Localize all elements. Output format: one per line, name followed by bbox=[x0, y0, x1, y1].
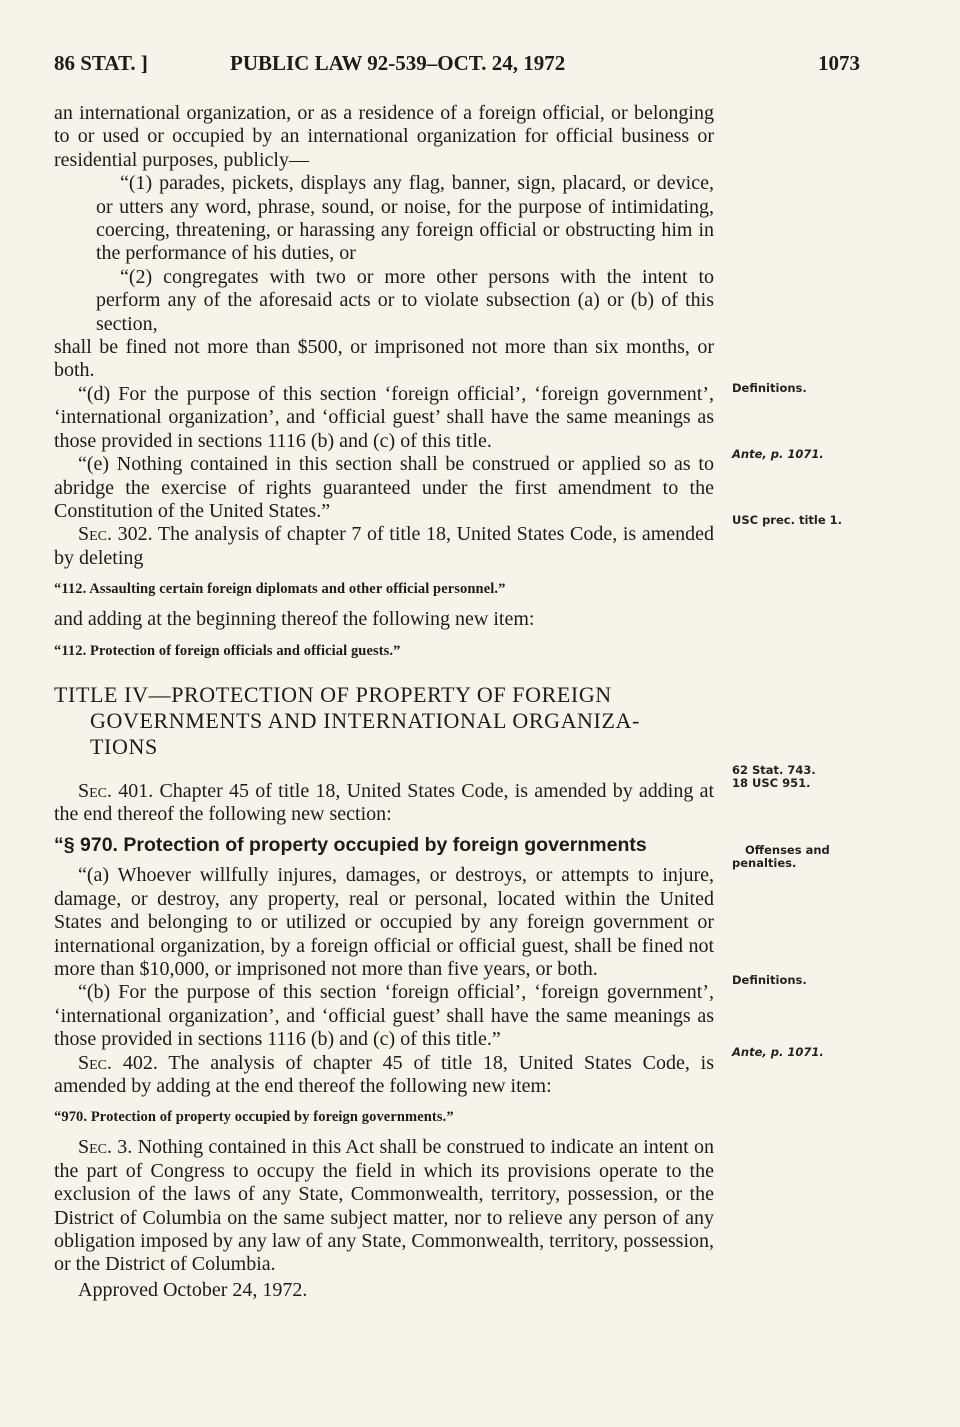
adding-clause: and adding at the beginning thereof the following new item: bbox=[54, 608, 535, 631]
margin-note-definitions: Definitions. bbox=[732, 381, 807, 395]
subsection-e: “(e) Nothing contained in this section shall be construed or applied so as to abridge the exercise of rights guaranteed under the first amendment to the Constitution of the United States.” bbox=[54, 453, 714, 522]
margin-note-stat: 62 Stat. 743. bbox=[732, 763, 816, 777]
section-402-text: 402. The analysis of chapter 45 of title 18, United States Code, is amended by adding at the end thereof the following new item: bbox=[54, 1051, 715, 1097]
paragraph-continuation: an international organization, or as a residence of a foreign official, or belonging to or used or occupied by an international organization for official business or residential purposes, publicly— bbox=[54, 102, 714, 171]
section-302 bbox=[54, 523, 714, 570]
margin-note-definitions-2: Definitions. bbox=[732, 973, 807, 987]
title-iv-heading bbox=[54, 682, 714, 760]
clause-2: “(2) congregates with two or more other persons with the intent to perform any of the aforesaid acts or to violate subsection (a) or (b) of this section, bbox=[96, 265, 714, 335]
section-970-a: “(a) Whoever willfully injures, damages, or destroys, or attempts to injure, damage, or destroy, any property, real or personal, located within the United States and belonging to or utilized or occupied by any foreign government or international organization, by a foreign official or official guest, shall be fined not more than $10,000, or imprisoned not more than five years, or both. bbox=[54, 864, 714, 980]
analysis-item-new: “112. Protection of foreign officials and official guests.” bbox=[54, 642, 401, 659]
penalty-paragraph: shall be fined not more than $500, or imprisoned not more than six months, or both. bbox=[54, 336, 714, 382]
section-label: Sec. bbox=[78, 1136, 113, 1159]
margin-note-ante: Ante, p. 1071. bbox=[732, 447, 824, 461]
title-iv-line-1: TITLE IV—PROTECTION OF PROPERTY OF FOREIGN bbox=[54, 681, 612, 707]
statute-volume: 86 STAT. ] bbox=[54, 51, 148, 75]
section-970-heading: “§ 970. Protection of property occupied by foreign governments bbox=[54, 834, 647, 857]
section-3 bbox=[54, 1136, 714, 1276]
title-iv-line-3: TIONS bbox=[90, 733, 158, 759]
margin-note-usc: USC prec. title 1. bbox=[732, 513, 843, 527]
page-number: 1073 bbox=[818, 51, 860, 75]
section-402 bbox=[54, 1052, 714, 1099]
margin-note-offenses: Offenses and bbox=[745, 843, 830, 857]
section-3-text: 3. Nothing contained in this Act shall be construed to indicate an intent on the part of Congress to occupy the field in which its provisions operate to the exclusion of the laws of any State, Commonwealth, territory, possession, or the District of Columbia on the same subject matter, nor to relieve any person of any obligation imposed by any law of any State, Commonwealth, territory, possession, or the District of Columbia. bbox=[54, 1136, 715, 1276]
margin-note-ante-2: Ante, p. 1071. bbox=[732, 1045, 824, 1059]
subsection-d: “(d) For the purpose of this section ‘foreign official’, ‘foreign government’, ‘international organization’, and ‘official guest’ shall have the same meanings as those provided in sections 1116 (b) and (c) of this title. bbox=[54, 382, 714, 452]
section-label: Sec. bbox=[78, 779, 113, 802]
section-970-b: “(b) For the purpose of this section ‘foreign official’, ‘foreign government’, ‘international organization’, and ‘official guest’ shall have the same meanings as those provided in sections 1116 (b) and (c) of this title.” bbox=[54, 981, 714, 1051]
section-302-text: 302. The analysis of chapter 7 of title 18, United States Code, is amended by deleting bbox=[54, 523, 715, 569]
section-401-text: 401. Chapter 45 of title 18, United States Code, is amended by adding at the end thereof the following new section: bbox=[54, 779, 715, 825]
margin-note-penalties: penalties. bbox=[732, 856, 797, 870]
title-iv-line-2: GOVERNMENTS AND INTERNATIONAL ORGANIZA- bbox=[90, 707, 640, 733]
clause-1: “(1) parades, pickets, displays any flag, banner, sign, placard, or device, or utters any word, phrase, sound, or noise, for the purpose of intimidating, coercing, threatening, or harassing any foreign official or obstructing him in the performance of his duties, or bbox=[96, 172, 714, 265]
law-title: PUBLIC LAW 92-539–OCT. 24, 1972 bbox=[230, 51, 566, 75]
body-text bbox=[54, 102, 714, 1302]
section-label: Sec. bbox=[78, 1051, 113, 1074]
margin-note-usc-951: 18 USC 951. bbox=[732, 776, 811, 790]
analysis-item-970: “970. Protection of property occupied by foreign governments.” bbox=[54, 1109, 454, 1126]
approval-date: Approved October 24, 1972. bbox=[78, 1278, 308, 1301]
section-label: Sec. bbox=[78, 523, 113, 546]
analysis-item-deleted: “112. Assaulting certain foreign diplomats and other official personnel.” bbox=[54, 581, 506, 598]
section-401 bbox=[54, 780, 714, 827]
